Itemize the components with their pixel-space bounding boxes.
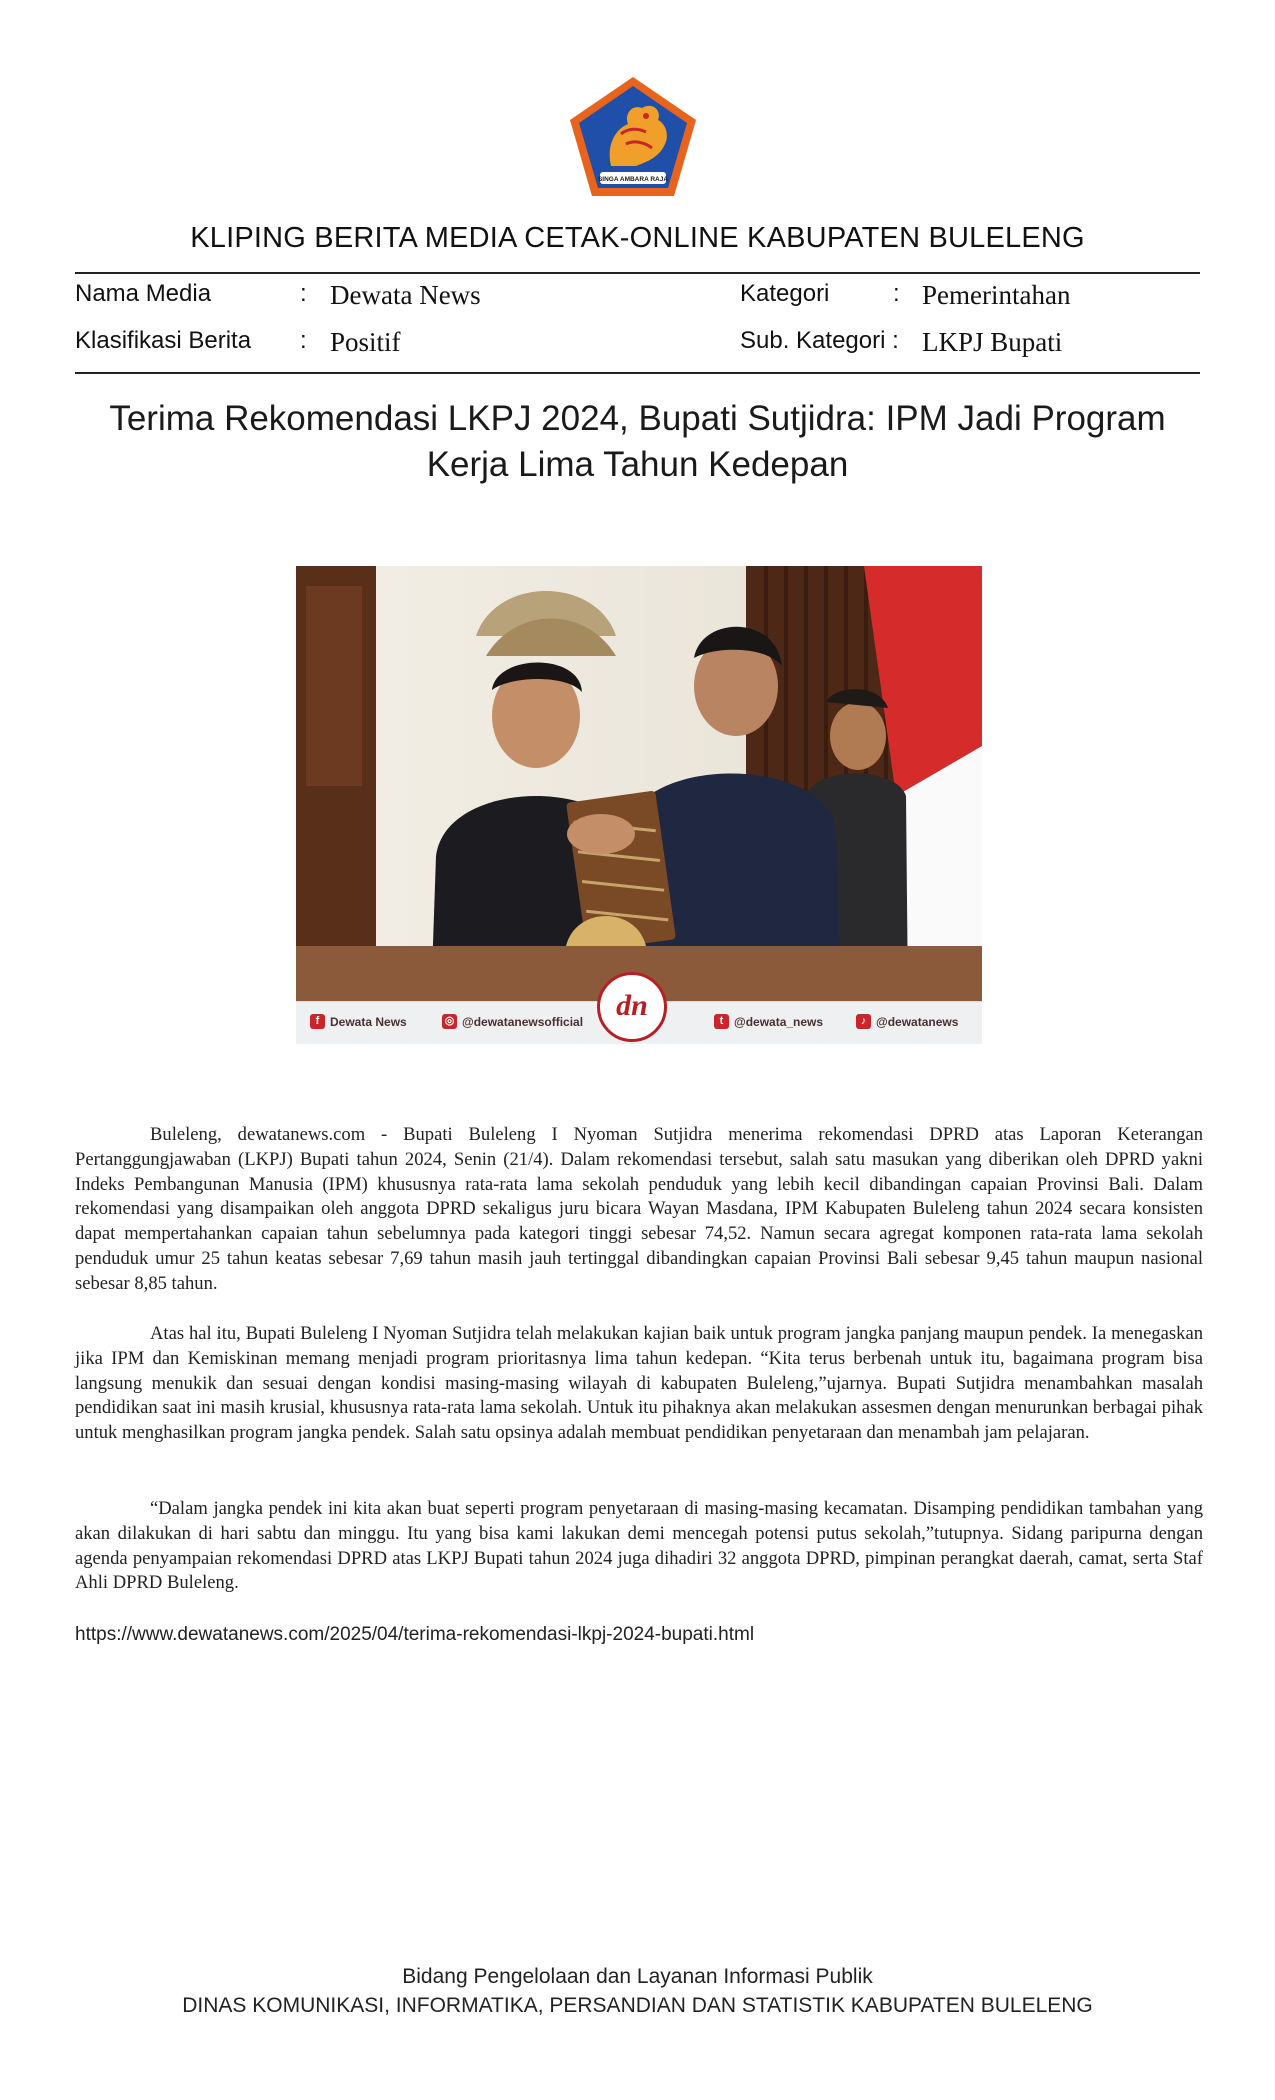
logo-motto: SINGA AMBARA RAJA xyxy=(597,176,669,183)
instagram-handle xyxy=(442,1014,583,1029)
tiktok-icon: ♪ xyxy=(856,1014,871,1029)
footer-division: Bidang Pengelolaan dan Layanan Informasi Publik xyxy=(402,1965,873,1988)
paragraph-text: Atas hal itu, Bupati Buleleng I Nyoman Sutjidra telah melakukan kajian baik untuk program jangka panjang maupun pendek. Ia menegaskan jika IPM dan Kemiskinan memang menjadi program prioritasnya lima tahun kedepan. “Kita terus berbenah untuk itu, bagaimana program bisa langsung menukik dan sesuai dengan kondisi masing-masing wilayah di kabupaten Buleleng,”ujarnya. Bupati Sutjidra menambahkan masalah pendidikan saat ini masih krusial, khususnya rata-rata lama sekolah. Untuk itu pihaknya akan melakukan assesmen dengan menurunkan berbagai pihak untuk menghasilkan program jangka pendek. Salah satu opsinya adalah membuat pendidikan penyetaraan dan menambah jam pelajaran. xyxy=(75,1323,1203,1444)
article-title: Terima Rekomendasi LKPJ 2024, Bupati Sutjidra: IPM Jadi Program Kerja Lima Tahun Kedepan xyxy=(109,399,1166,484)
article-paragraph-1 xyxy=(75,1123,1203,1297)
buleleng-regency-logo xyxy=(566,74,700,202)
page-header-title: KLIPING BERITA MEDIA CETAK-ONLINE KABUPATEN BULELENG xyxy=(190,222,1085,254)
facebook-icon: f xyxy=(310,1014,325,1029)
header-bottom-divider xyxy=(75,372,1200,374)
paragraph-text: Buleleng, dewatanews.com - Bupati Buleleng I Nyoman Sutjidra menerima rekomendasi DPRD atas Laporan Keterangan Pertanggungjawaban (LKPJ) Bupati tahun 2024, Senin (21/4). Dalam rekomendasi tersebut, salah satu masukan yang diberikan oleh DPRD yakni Indeks Pembangunan Manusia (IPM) khususnya rata-rata lama sekolah penduduk yang lebih kecil dibandingan capaian Provinsi Bali. Dalam rekomendasi yang disampaikan oleh anggota DPRD sekaligus juru bicara Wayan Masdana, IPM Kabupaten Buleleng tahun 2024 secara konsisten dapat mempertahankan capaian tahun sebelumnya pada kategori tinggi sebesar 74,52. Namun secara agregat komponen rata-rata lama sekolah penduduk umur 25 tahun keatas sebesar 7,69 tahun masih jauh tertinggal dibandingkan capaian Provinsi Bali sebesar 9,45 tahun maupun nasional sebesar 8,85 tahun. xyxy=(75,1124,1203,1294)
facebook-handle xyxy=(310,1014,407,1029)
category-colon: : xyxy=(893,280,900,307)
header-top-divider xyxy=(75,272,1200,274)
twitter-handle xyxy=(714,1014,823,1029)
instagram-icon: ◎ xyxy=(442,1014,457,1029)
dewata-news-badge-text: dn xyxy=(616,989,648,1022)
paragraph-text: “Dalam jangka pendek ini kita akan buat seperti program penyetaraan di masing-masing kecamatan. Disamping pendidikan tambahan yang akan dilakukan di hari sabtu dan minggu. Itu yang bisa kami lakukan demi mencegah potensi putus sekolah,”tutupnya. Sidang paripurna dengan agenda penyampaian rekomendasi DPRD atas LKPJ Bupati tahun 2024 juga dihadiri 32 anggota DPRD, pimpinan perangkat daerah, camat, serta Staf Ahli DPRD Buleleng. xyxy=(75,1498,1203,1594)
twitter-icon: t xyxy=(714,1014,729,1029)
classification-label: Klasifikasi Berita xyxy=(75,327,252,354)
media-name-label: Nama Media xyxy=(75,280,212,307)
category-label: Kategori xyxy=(740,280,830,307)
source-url: https://www.dewatanews.com/2025/04/terima-rekomendasi-lkpj-2024-bupati.html xyxy=(75,1624,755,1645)
article-paragraph-3 xyxy=(75,1497,1203,1596)
twitter-handle-text: @dewata_news xyxy=(734,1014,824,1029)
facebook-handle-text: Dewata News xyxy=(330,1014,407,1029)
classification-value: Positif xyxy=(330,327,401,357)
media-name-value: Dewata News xyxy=(330,280,481,310)
instagram-handle-text: @dewatanewsofficial xyxy=(462,1014,584,1029)
subcategory-label: Sub. Kategori : xyxy=(740,327,899,354)
tiktok-handle xyxy=(856,1014,958,1029)
footer-department: DINAS KOMUNIKASI, INFORMATIKA, PERSANDIAN DAN STATISTIK KABUPATEN BULELENG xyxy=(182,1994,1093,2017)
subcategory-value: LKPJ Bupati xyxy=(922,327,1063,357)
tiktok-handle-text: @dewatanews xyxy=(876,1014,959,1029)
classification-colon: : xyxy=(300,327,307,354)
article-paragraph-2 xyxy=(75,1322,1203,1446)
media-name-colon: : xyxy=(300,280,307,307)
category-value: Pemerintahan xyxy=(922,280,1071,310)
dewata-news-badge xyxy=(597,972,667,1042)
article-photo xyxy=(296,566,982,1044)
